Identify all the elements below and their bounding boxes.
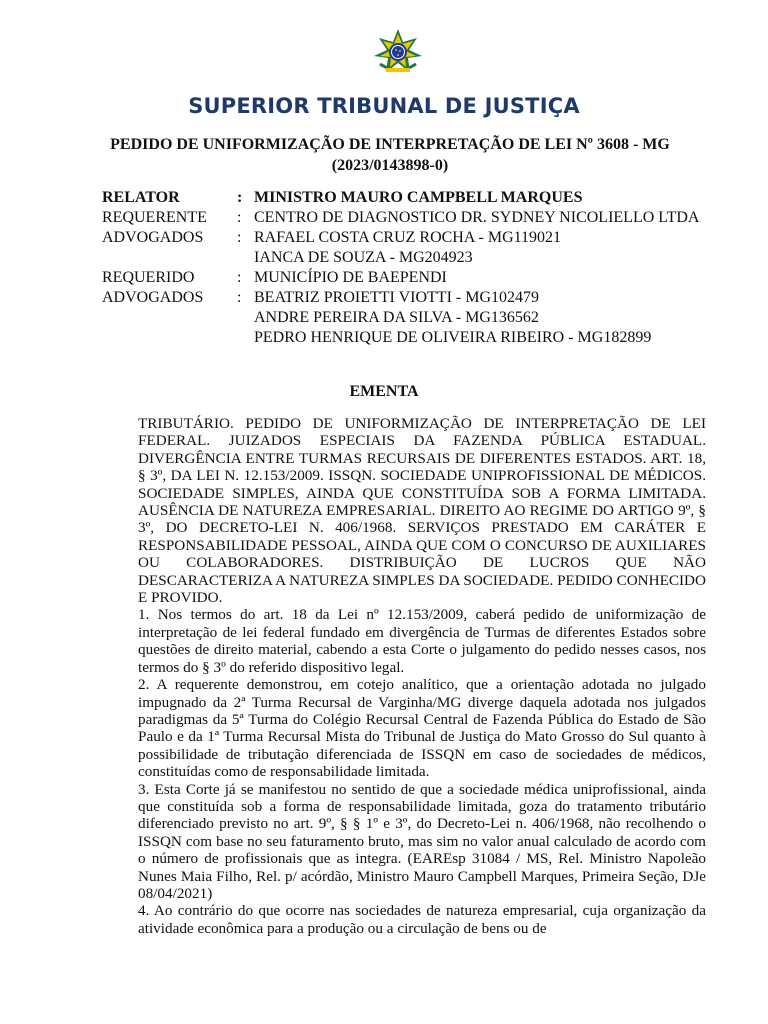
ementa-title: EMENTA — [349, 383, 419, 400]
ementa-paragraph: 4. Ao contrário do que ocorre nas sociedades de natureza empresarial, cuja organização da atividade econômica para a produção ou a circulação de bens ou de — [138, 902, 706, 937]
party-name: PEDRO HENRIQUE DE OLIVEIRA RIBEIRO - MG182899 — [254, 329, 652, 346]
coat-of-arms-icon — [372, 28, 424, 76]
party-row-relator — [102, 188, 722, 208]
case-title: PEDIDO DE UNIFORMIZAÇÃO DE INTERPRETAÇÃO DE LEI Nº 3608 - MG (2023/0143898-0) — [110, 136, 670, 174]
party-role: REQUERENTE — [102, 209, 207, 226]
party-role: ADVOGADOS — [102, 289, 204, 306]
court-name: SUPERIOR TRIBUNAL DE JUSTIÇA — [188, 94, 580, 118]
ementa-summary: TRIBUTÁRIO. PEDIDO DE UNIFORMIZAÇÃO DE INTERPRETAÇÃO DE LEI FEDERAL. JUIZADOS ESPECIAIS DA FAZENDA PÚBLICA ESTADUAL. DIVERGÊNCIA ENTRE TURMAS RECURSAIS DE DIFERENTES ESTADOS. ART. 18, § 3º, DA LEI N. 12.153/2009. ISSQN. SOCIEDADE UNIPROFISSIONAL DE MÉDICOS. SOCIEDADE SIMPLES, AINDA QUE CONSTITUÍDA SOB A FORMA LIMITADA. AUSÊNCIA DE NATUREZA EMPRESARIAL. DIREITO AO REGIME DO ARTIGO 9º, § 3º, DO DECRETO-LEI N. 406/1968. SERVIÇOS PRESTADO EM CARÁTER E RESPONSABILIDADE PESSOAL, AINDA QUE COM O CONCURSO DE AUXILIARES OU COLABORADORES. DISTRIBUIÇÃO DE LUCROS QUE NÃO DESCARACTERIZA A NATUREZA SIMPLES DA SOCIEDADE. PEDIDO CONHECIDO E PROVIDO. — [138, 415, 706, 607]
party-colon: : — [237, 189, 243, 206]
party-colon: : — [237, 269, 242, 286]
party-name: RAFAEL COSTA CRUZ ROCHA - MG119021 — [254, 229, 562, 246]
party-name: CENTRO DE DIAGNOSTICO DR. SYDNEY NICOLIELLO LTDA — [254, 209, 700, 226]
party-row-advogados-requerente — [102, 228, 722, 268]
party-name: IANCA DE SOUZA - MG204923 — [254, 249, 473, 266]
parties-list — [102, 188, 722, 348]
ementa-paragraph: 1. Nos termos do art. 18 da Lei nº 12.153/2009, caberá pedido de uniformização de interpretação de lei federal fundado em divergência de Turmas de diferentes Estados sobre questões de direito material, cabendo a esta Corte o julgamento do pedido nesses casos, nos termos do § 3º do referido dispositivo legal. — [138, 606, 706, 676]
party-colon: : — [237, 229, 242, 246]
ementa-paragraph: 3. Esta Corte já se manifestou no sentido de que a sociedade médica uniprofissional, ainda que constituída sob a forma de responsabilidade limitada, goza do tratamento tributário diferenciado previsto no art. 9º, § § 1º e 3º, do Decreto-Lei n. 406/1968, não recolhendo o ISSQN com base no seu faturamento bruto, mas sim no valor anual calculado de acordo com o número de profissionais que as integra. (EAREsp 31084 / MS, Rel. Ministro Napoleão Nunes Maia Filho, Rel. p/ acórdão, Ministro Mauro Campbell Marques, Primeira Seção, DJe 08/04/2021) — [138, 780, 706, 902]
party-name: BEATRIZ PROIETTI VIOTTI - MG102479 — [254, 289, 540, 306]
party-role: ADVOGADOS — [102, 229, 204, 246]
ementa-body — [138, 415, 706, 937]
party-name: ANDRE PEREIRA DA SILVA - MG136562 — [254, 309, 539, 326]
party-colon: : — [237, 209, 242, 226]
party-colon: : — [237, 289, 242, 306]
party-name: MINISTRO MAURO CAMPBELL MARQUES — [254, 189, 583, 206]
party-role: RELATOR — [102, 189, 180, 206]
ementa-paragraph: 2. A requerente demonstrou, em cotejo analítico, que a orientação adotada no julgado impugnado da 2ª Turma Recursal de Varginha/MG diverge daquela adotada nos julgados paradigmas da 5ª Turma do Colégio Recursal Central de Fazenda Pública do Estado de São Paulo e da 1ª Turma Recursal Mista do Tribunal de Justiça do Mato Grosso do Sul quanto à possibilidade de tributação diferenciada de ISSQN em caso de sociedades de médicos, constituídas como de responsabilidade limitada. — [138, 676, 706, 781]
party-name: MUNICÍPIO DE BAEPENDI — [254, 269, 447, 286]
party-row-requerido — [102, 268, 722, 288]
party-row-requerente — [102, 208, 722, 228]
party-role: REQUERIDO — [102, 269, 195, 286]
party-row-advogados-requerido — [102, 288, 722, 348]
